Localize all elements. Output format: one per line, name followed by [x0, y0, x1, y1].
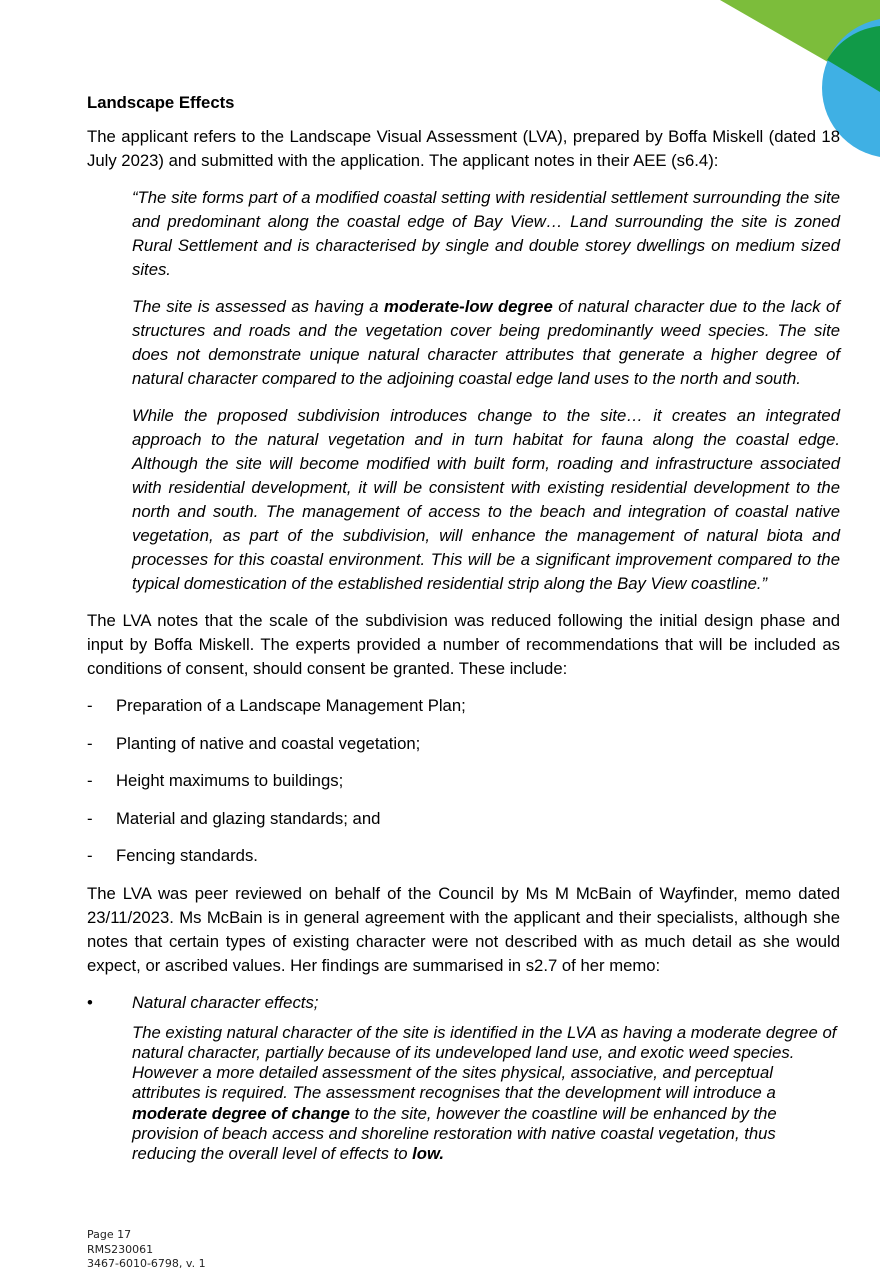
- list-item-text: Planting of native and coastal vegetation;: [116, 733, 421, 753]
- list-item-text: Material and glazing standards; and: [116, 808, 381, 828]
- dash-mark: -: [87, 808, 93, 828]
- dash-mark: -: [87, 771, 93, 790]
- quote-paragraph-1: “The site forms part of a modified coastal setting with residential settlement surrounding the site and predominant along the coastal edge of Bay View… Land surrounding the site is zoned Rural Settlement and is characterised by single and double storey dwellings on medium sized sites.: [132, 188, 840, 279]
- list-item: [87, 844, 840, 868]
- list-item-text: Height maximums to buildings;: [116, 771, 344, 790]
- quote2-bold: moderate-low degree: [384, 297, 553, 316]
- list-item: [87, 694, 840, 718]
- page-footer: [87, 1228, 206, 1272]
- findings-list: [87, 991, 840, 1015]
- memo-paragraph: [132, 1023, 840, 1165]
- dash-mark: -: [87, 733, 93, 753]
- memo-bold-1: moderate degree of change: [132, 1103, 350, 1123]
- list-item: [87, 769, 840, 793]
- bullet-item-text: Natural character effects;: [132, 992, 319, 1012]
- bullet-icon: •: [87, 992, 93, 1012]
- list-item: [87, 991, 840, 1015]
- list-item: [87, 732, 840, 756]
- memo-part1: The existing natural character of the site is identified in the LVA as having a moderate degree of natural character, partially because of its undeveloped land use, and exotic weed species. However a more detailed assessment of the sites physical, associative, and perceptual attributes is required. The assessment recognises that the development will introduce a: [132, 1022, 837, 1103]
- page-content: [87, 91, 840, 1178]
- list-item: [87, 807, 840, 831]
- quote2-after: of natural character due to the lack of structures and roads and the vegetation cover being predominantly weed species. The site does not demonstrate unique natural character attributes that generate a higher degree of natural character compared to the adjoining coastal edge land uses to the north and south.: [132, 297, 840, 388]
- quote2-before: The site is assessed as having a: [132, 297, 385, 316]
- reference-number: RMS230061: [87, 1242, 154, 1256]
- section-heading: Landscape Effects: [87, 93, 235, 112]
- quote-paragraph-3: While the proposed subdivision introduces change to the site… it creates an integrated approach to the natural vegetation and in turn habitat for fauna along the coastal edge. Although the site will become modified with built form, roading and infrastructure associated with residential development, it will be consistent with existing residential development to the north and south. The management of access to the beach and integration of coastal native vegetation, as part of the subdivision, will enhance the management of natural biota and processes for this coastal environment. This will be a significant improvement compared to the typical domestication of the established residential strip along the Bay View coastline.”: [132, 406, 840, 593]
- recommendations-list: [87, 694, 840, 868]
- list-item-text: Fencing standards.: [116, 846, 258, 865]
- dash-mark: -: [87, 696, 93, 715]
- peer-review-paragraph: The LVA was peer reviewed on behalf of the Council by Ms M McBain of Wayfinder, memo dated 23/11/2023. Ms McBain is in general agreement with the applicant and their specialists, although she notes that certain types of existing character were not described with as much detail as she would expect, or ascribed values. Her findings are summarised in s2.7 of her memo:: [87, 883, 840, 975]
- memo-part2: to the site, however the coastline will be enhanced by the provision of beach access and shoreline restoration with native coastal vegetation, thus reducing the overall level of effects to: [132, 1103, 777, 1164]
- document-id: 3467-6010-6798, v. 1: [87, 1257, 206, 1270]
- memo-bold-2: low.: [412, 1144, 444, 1164]
- quote-paragraph-2: [132, 295, 840, 391]
- dash-mark: -: [87, 846, 93, 865]
- intro-paragraph: The applicant refers to the Landscape Visual Assessment (LVA), prepared by Boffa Miskell (dated 18 July 2023) and submitted with the application. The applicant notes in their AEE (s6.4):: [87, 127, 840, 170]
- list-item-text: Preparation of a Landscape Management Plan;: [116, 696, 466, 715]
- page-number: Page 17: [87, 1228, 132, 1241]
- lva-paragraph: The LVA notes that the scale of the subdivision was reduced following the initial design phase and input by Boffa Miskell. The experts provided a number of recommendations that will be included as conditions of consent, should consent be granted. These include:: [87, 611, 840, 678]
